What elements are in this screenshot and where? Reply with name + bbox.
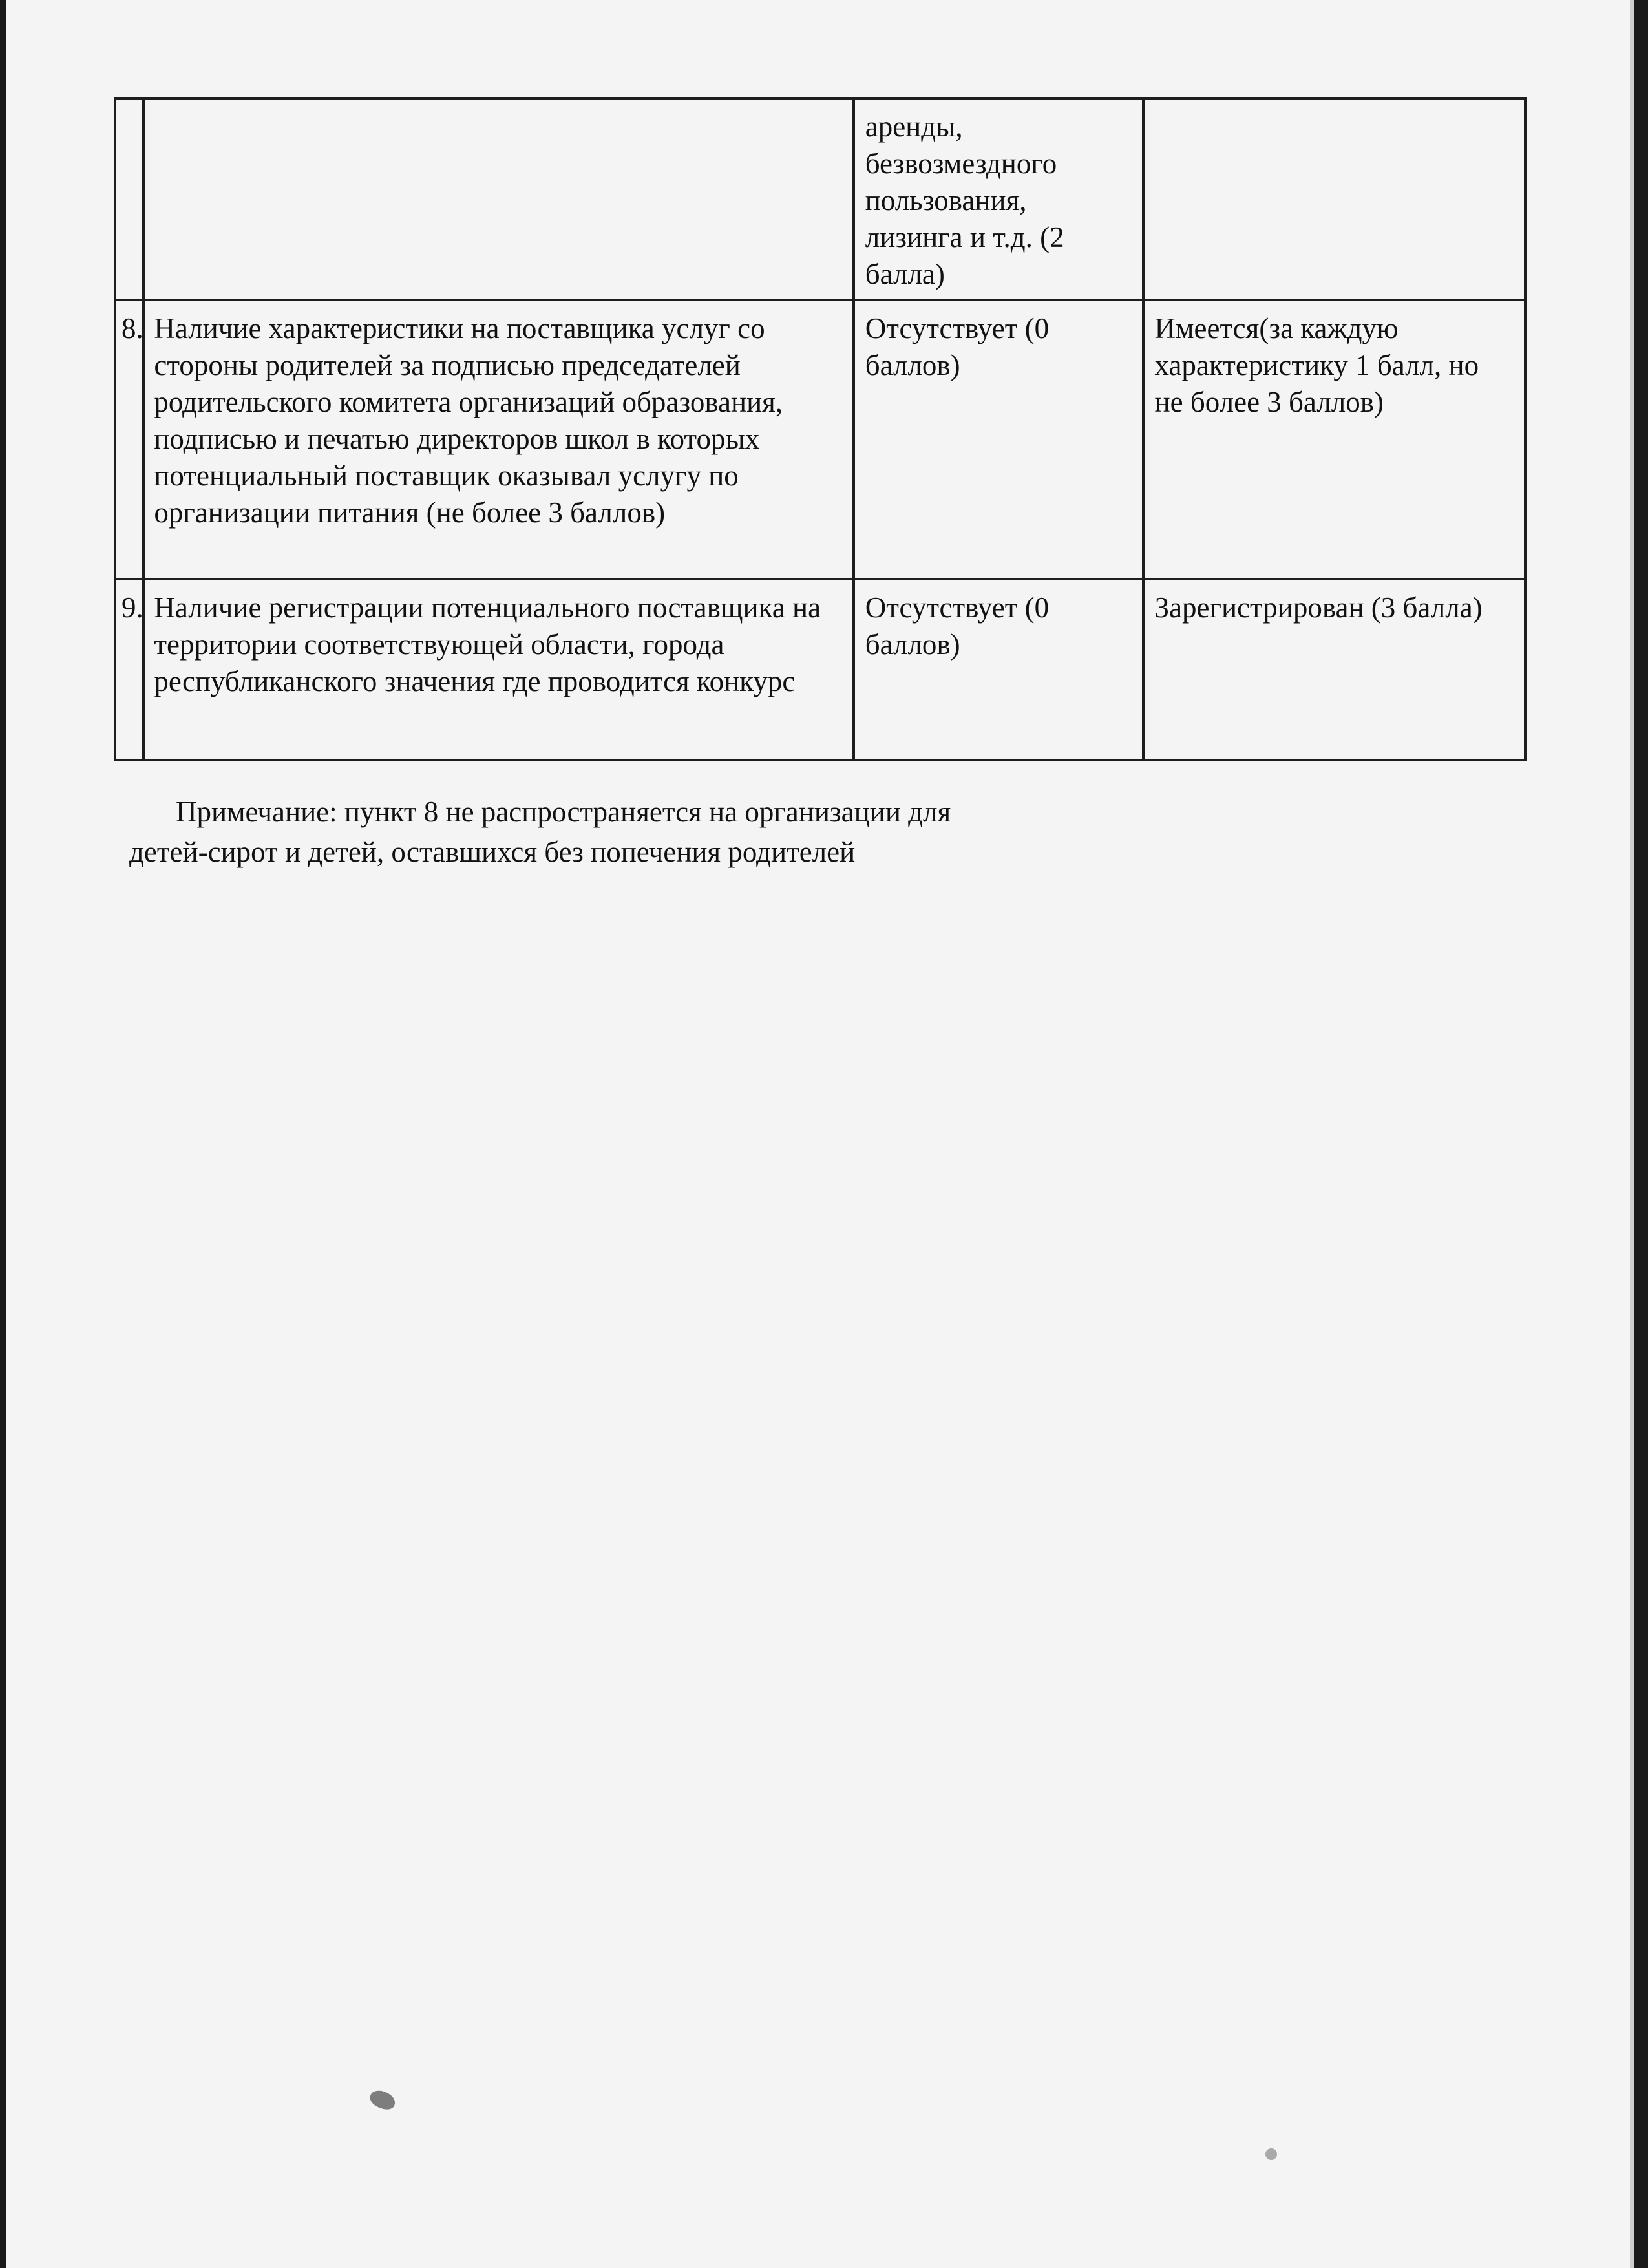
scan-speck-small [1265,2148,1277,2160]
present-score-cell: Имеется(за каждую характеристику 1 балл, но не более 3 баллов) [1143,300,1525,579]
criterion-cell [143,98,853,300]
table-row-continuation [115,98,1525,300]
table-row-9 [115,579,1525,760]
absent-score-cell: Отсутствует (0 баллов) [854,579,1143,760]
footnote-line-2: детей-сирот и детей, оставшихся без попечения родителей [129,836,856,868]
row-number-cell: 8. [115,300,143,579]
row-number-cell: 9. [115,579,143,760]
present-score-cell [1143,98,1525,300]
criterion-cell: Наличие характеристики на поставщика услуг со стороны родителей за подписью председателей родительского комитета организаций образования, подписью и печатью директоров школ в которых потенциальный поставщик оказывал услугу по организации питания (не более 3 баллов) [143,300,853,579]
scan-edge-left [0,0,6,2268]
absent-score-cell: аренды, безвозмездного пользования, лизинга и т.д. (2 балла) [854,98,1143,300]
table-row-8 [115,300,1525,579]
row-number-cell [115,98,143,300]
present-score-cell: Зарегистрирован (3 балла) [1143,579,1525,760]
criteria-table [114,97,1527,761]
footnote-line-1: Примечание: пункт 8 не распространяется на организации для [176,796,951,828]
criterion-cell: Наличие регистрации потенциального поставщика на территории соответствующей области, города республиканского значения где проводится конкурс [143,579,853,760]
scan-speck [368,2088,397,2112]
absent-score-cell: Отсутствует (0 баллов) [854,300,1143,579]
scan-edge-right [1634,0,1648,2268]
footnote [129,792,1099,872]
